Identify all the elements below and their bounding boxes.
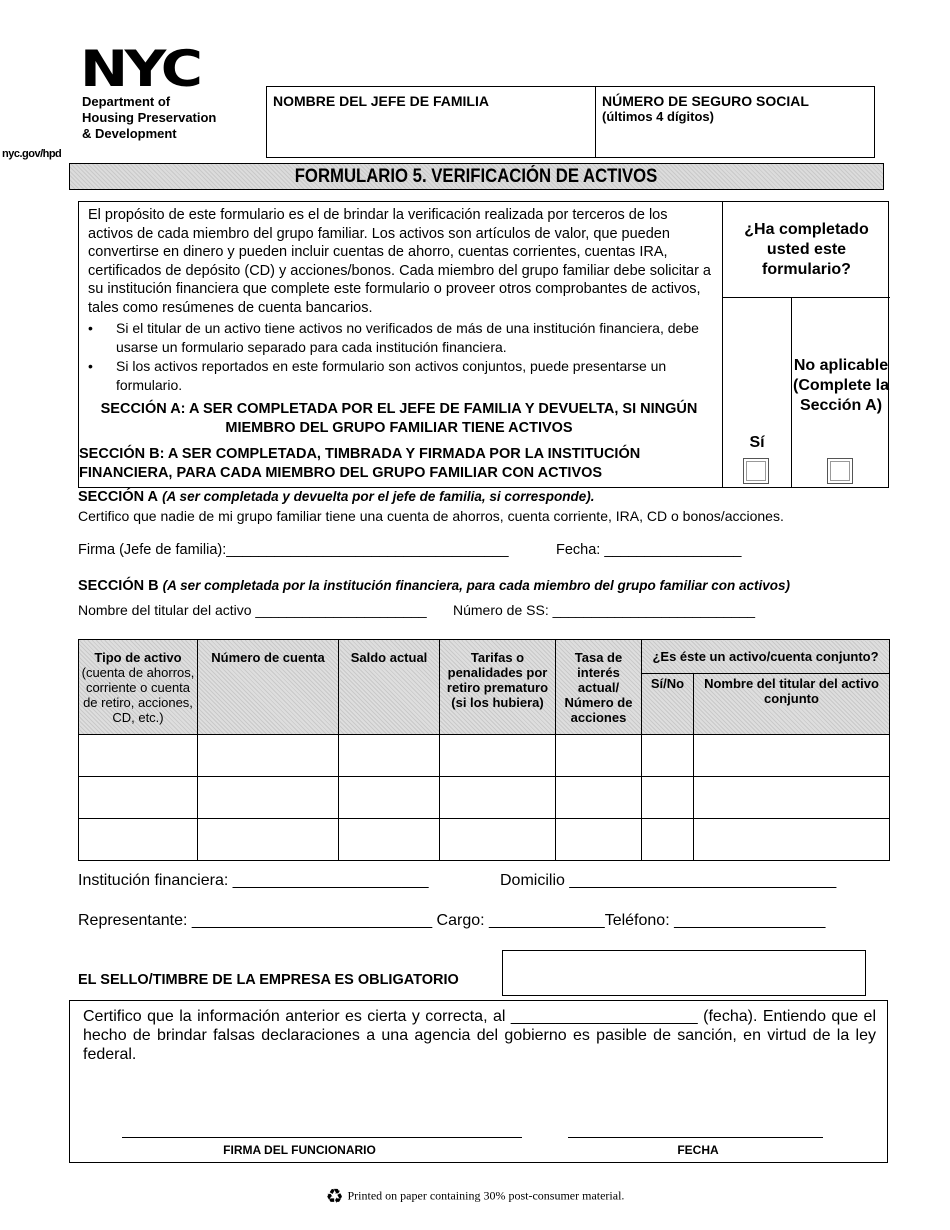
footer	[0, 1184, 950, 1209]
col-joint-holder: Nombre del titular del activo conjunto	[694, 674, 890, 735]
head-of-household-field[interactable]	[267, 87, 596, 157]
hpd-url: nyc.gov/hpd	[2, 148, 62, 160]
section-b-instruction: SECCIÓN B: A SER COMPLETADA, TIMBRADA Y FIRMADA POR LA INSTITUCIÓN FINANCIERA, PARA CADA MIEMBRO DEL GRUPO FAMILIAR CON ACTIVOS	[79, 446, 641, 481]
table-cell[interactable]	[339, 819, 440, 861]
table-cell[interactable]	[556, 735, 642, 777]
form-title-text: FORMULARIO 5. VERIFICACIÓN DE ACTIVOS	[295, 166, 658, 187]
table-cell[interactable]	[642, 735, 694, 777]
table-cell[interactable]	[79, 735, 198, 777]
footer-text: Printed on paper containing 30% post-consumer material.	[347, 1188, 625, 1203]
dept-line-2: Housing Preservation	[82, 110, 217, 125]
section-b-title: SECCIÓN B	[78, 578, 159, 594]
col-yes-no: Sí/No	[642, 674, 694, 735]
certification-text: Certifico que la información anterior es cierta y correcta, al _____________________ (fecha). Entiendo que el hecho de brindar falsas declaraciones a una agencia del gobierno es pasible de sanción, en virtud de la ley federal.	[83, 1008, 876, 1063]
certification-box	[69, 1000, 888, 1163]
ssn-sublabel: (últimos 4 dígitos)	[602, 109, 714, 124]
table-cell[interactable]	[642, 819, 694, 861]
section-a-date-field[interactable]: Fecha: _________________	[556, 542, 742, 558]
table-cell[interactable]	[694, 735, 890, 777]
address-field[interactable]: Domicilio ______________________________	[500, 872, 837, 889]
officer-signature-label: FIRMA DEL FUNCIONARIO	[223, 1143, 376, 1157]
section-a-title: SECCIÓN A	[78, 489, 159, 505]
section-b-heading	[78, 578, 790, 594]
col-joint: ¿Es éste un activo/cuenta conjunto?	[642, 640, 890, 674]
bullet-icon: •	[88, 358, 93, 374]
table-cell[interactable]	[440, 777, 556, 819]
nyc-logo-mark: NYC	[80, 40, 200, 98]
col-asset-type	[79, 640, 198, 735]
not-applicable-checkbox[interactable]	[827, 458, 853, 484]
table-row	[79, 777, 890, 819]
table-row	[79, 819, 890, 861]
yes-checkbox[interactable]	[743, 458, 769, 484]
not-applicable-label: No aplicable (Complete la Sección A)	[792, 357, 889, 414]
divider	[723, 297, 890, 298]
purpose-text: El propósito de este formulario es el de brindar la verificación realizada por terceros de los activos de cada miembro del grupo familiar. Los activos son artículos de valor, que pueden convertirse en dinero y pueden incluir cuentas de ahorro, cuentas corrientes, cuentas IRA, certificados de depósito (CD) y acciones/bonos. Cada miembro del grupo familiar debe solicitar a su institución financiera que complete este formulario o proveer otros comprobantes de activos, tales como resúmenes de cuenta bancarios.	[88, 207, 711, 316]
financial-institution-field[interactable]: Institución financiera: ______________________	[78, 872, 429, 889]
table-cell[interactable]	[198, 777, 339, 819]
hpd-logo	[80, 40, 236, 146]
list-item	[88, 357, 716, 395]
table-cell[interactable]	[79, 819, 198, 861]
asset-holder-field[interactable]: Nombre del titular del activo ______________________	[78, 602, 427, 618]
ss-number-field[interactable]: Número de SS: __________________________	[453, 602, 756, 618]
completion-question: ¿Ha completado usted este formulario?	[744, 221, 869, 278]
col-asset-type-sublabel: (cuenta de ahorros, corriente o cuenta de retiro, acciones, CD, etc.)	[81, 665, 195, 725]
header-fields	[266, 86, 875, 158]
stamp-box[interactable]	[502, 950, 866, 996]
yes-label: Sí	[749, 434, 765, 451]
section-a-heading	[78, 489, 594, 505]
dept-line-1: Department of	[82, 94, 171, 109]
col-interest-rate: Tasa de interés actual/ Número de acciones	[556, 640, 642, 735]
col-balance: Saldo actual	[339, 640, 440, 735]
assets-table	[78, 639, 890, 861]
dept-line-3: & Development	[82, 126, 177, 141]
col-asset-type-label: Tipo de activo	[94, 650, 182, 665]
col-fees: Tarifas o penalidades por retiro prematuro (si los hubiera)	[440, 640, 556, 735]
officer-date-label: FECHA	[677, 1143, 719, 1157]
table-cell[interactable]	[556, 819, 642, 861]
list-item	[88, 319, 716, 357]
stamp-label: EL SELLO/TIMBRE DE LA EMPRESA ES OBLIGATORIO	[78, 972, 459, 988]
completion-column	[722, 202, 890, 487]
table-cell[interactable]	[642, 777, 694, 819]
representative-field[interactable]: Representante: ___________________________ Cargo: _____________Teléfono: _________________	[78, 912, 826, 929]
table-row	[79, 735, 890, 777]
table-cell[interactable]	[79, 777, 198, 819]
section-b-subtitle: (A ser completada por la institución financiera, para cada miembro del grupo familiar con activos)	[162, 578, 791, 593]
section-a-certification: Certifico que nadie de mi grupo familiar tiene una cuenta de ahorros, cuenta corriente, IRA, CD o bonos/acciones.	[78, 508, 784, 524]
table-cell[interactable]	[198, 735, 339, 777]
section-a-instruction: SECCIÓN A: A SER COMPLETADA POR EL JEFE DE FAMILIA Y DEVUELTA, SI NINGÚN MIEMBRO DEL GRUPO FAMILIAR TIENE ACTIVOS	[100, 401, 698, 436]
form-title	[69, 163, 884, 190]
officer-signature-line[interactable]	[122, 1137, 522, 1138]
head-of-household-label: NOMBRE DEL JEFE DE FAMILIA	[273, 93, 489, 109]
bullet-icon: •	[88, 320, 93, 336]
department-name	[82, 94, 242, 142]
table-cell[interactable]	[198, 819, 339, 861]
table-cell[interactable]	[694, 777, 890, 819]
table-cell[interactable]	[694, 819, 890, 861]
table-cell[interactable]	[556, 777, 642, 819]
table-cell[interactable]	[440, 819, 556, 861]
purpose-bullets	[88, 319, 716, 395]
col-account-number: Número de cuenta	[198, 640, 339, 735]
officer-date-line[interactable]	[568, 1137, 823, 1138]
bullet-text: Si el titular de un activo tiene activos no verificados de más de una institución financiera, debe usarse un formulario separado para cada institución financiera.	[116, 320, 699, 355]
table-cell[interactable]	[339, 735, 440, 777]
ssn-label: NÚMERO DE SEGURO SOCIAL	[602, 93, 809, 109]
purpose-box	[78, 201, 889, 488]
table-cell[interactable]	[339, 777, 440, 819]
recycle-icon: ♻	[325, 1186, 344, 1208]
section-a-subtitle: (A ser completada y devuelta por el jefe de familia, si corresponde).	[162, 489, 595, 504]
bullet-text: Si los activos reportados en este formulario son activos conjuntos, puede presentarse un formulario.	[116, 358, 667, 393]
ssn-field[interactable]	[596, 87, 874, 157]
head-signature-field[interactable]: Firma (Jefe de familia):___________________________________	[78, 542, 509, 558]
table-cell[interactable]	[440, 735, 556, 777]
